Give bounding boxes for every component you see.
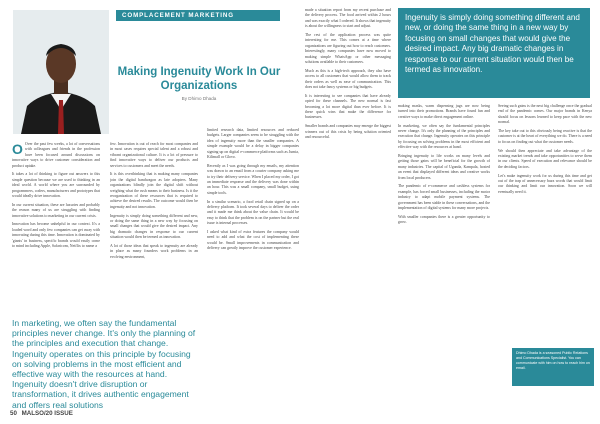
paragraph: Innovation has become unhelpful in our context. It's a loaded word and only few companies can get away with innovating during this time. Innovation is dominated by 'giants' in business, specific brands would easily come to mind including Apple, Safaricom, Netflix to name a <box>12 222 100 249</box>
paragraph: A lot of those ideas that speak to ingenuity are already in place as many founders work problems in an evolving environment, <box>110 244 198 259</box>
paragraph: few. Innovation is out of reach for most companies and in most cases requires special talent and a robust and vibrant organizational culture. It is a lot of pressure to find innovative ways to deliver our products and services to customers and meet the needs. <box>110 142 198 168</box>
highlight-callout: Ingenuity is simply doing something different and new, or doing the same thing in a new way by focusing on small changes that would give the desired impact. Any big dramatic changes in response to our current situation would then be termed as innovation. <box>398 8 590 98</box>
page-footer <box>10 410 73 417</box>
column-6 <box>498 104 592 342</box>
paragraph: Much as this is a high-tech approach, they also have access to all customers that would allow them to track their orders as well as ease of communication. This does not take fancy systems or big budgets. <box>305 68 391 90</box>
paragraph: It takes a lot of thinking to figure out answers to this simple question because we are used to thinking in an ideal world. A world where you are surrounded by programmers, coders, manufacturers and prototypes that would ideally drive innovation. <box>12 172 100 199</box>
paragraph: The rest of the application process was quite interesting for me. This comes at a time where organizations are figuring out how to reach customers. Interestingly, many companies have now moved to making simple WhatsApp or other messaging solutions available to their customers. <box>305 33 391 65</box>
paragraph: The key take out to this obviously being reactive is that the customer is at the heart of everything we do. There is a need to focus on finding out what the customer needs. <box>498 129 592 144</box>
column-5 <box>398 104 490 404</box>
paragraph: I asked what kind of extra features the company would need to add and what the cost of implementing these would be. Small improvements in communication and delivery can greatly improve the customer experience. <box>207 230 299 251</box>
paragraph: It is this overthinking that is making many companies join the digital bandwagon as late adopters. Many organizations blindly join the digital shift without weighing what the rush means to their business. Is it the reorganization of these resources that is required to achieve the desired results. The outcome would then be ingenuity and not innovation. <box>110 172 198 209</box>
column-1 <box>12 142 100 312</box>
paragraph: The pandemic of e-commerce and cashless systems for example, has forced small businesses, including the motor industry to adapt mobile payment systems. The government has been stable in these conversations, and the implementation of digital systems for many more projects. <box>398 184 490 211</box>
paragraph: Smaller brands and companies may emerge the biggest winners out of this crisis by being solution oriented and resourceful. <box>305 124 391 140</box>
paragraph: With smaller companies there is a greater opportunity to grow. <box>398 214 490 225</box>
paragraph: making masks, warm dispensing jugs are now being turned into their promotions. Brands have found fun and creative ways to make direct engagement online. <box>398 104 490 119</box>
author-bio: Dhimo Dhada is a seasoned Public Relations and Communications Specialist. You can communicate with him on how to reach him on email. <box>512 348 594 386</box>
paragraph: Over the past few weeks, a lot of conversations with colleagues and friends in the profession have been focused around discussions on innovative ways to drive customer consideration and product uptake. <box>12 142 100 168</box>
paragraph: limited research data, limited resources and reduced budgets. Larger companies seem to be struggling with the idea of ingenuity more than the smaller companies. A simple example would be a delay in bigger companies signing up on digital e-commerce platforms such as Jumia, Kilimall or Glovo. <box>207 128 299 160</box>
paragraph: It is interesting to see companies that have already opted for these channels. The new normal is fast becoming a lot more digital than ever before. It is these quick wins that make the difference for businesses. <box>305 93 391 120</box>
paragraph: Bringing ingenuity to life works on many levels and getting those gains will be beneficial for the growth of many industries. The capital of Uganda, Kampala, hosted an event that displayed different ideas and creative works from local producers. <box>398 154 490 180</box>
column-2 <box>110 142 198 312</box>
article-title: Making Ingenuity Work In Our Organizations <box>117 66 281 92</box>
paragraph: In a similar scenario, a food retail chain signed up on a delivery platform. It took several days to deliver the order and it made me think about the value chain. It would be easy to think that the problem is on the partner but the real issue is internal processes. <box>207 199 299 226</box>
column-4 <box>305 8 391 404</box>
author-photo <box>13 10 109 134</box>
issue-label: MALSO/20 ISSUE <box>21 410 73 417</box>
section-banner: COMPLACEMENT MARKETING <box>116 10 280 21</box>
paragraph: Let's make ingenuity work for us during this time and get out of the trap of unnecessary buzz words that would limit our thinking and limit our innovation. Soon we will eventually need it. <box>498 173 592 194</box>
paragraph: Seeing such gains is the next big challenge once the gradual end of the pandemic comes. Our major brands in Kenya should focus on lessons learned to keep pace with the new normal. <box>498 104 592 125</box>
pull-quote: In marketing, we often say the fundamental principles never change. It's only the planning of the principles and execution that change. Ingenuity operates on this principle by focusing on solving problems in the most efficient and effective way with the resources at hand. Ingenuity doesn't drive disruption or transformation, it drives authentic engagement and offers real solutions <box>12 318 196 410</box>
paragraph: Recently as I was going through my emails, my attention was drawn to an email from a courier company asking me to try their delivery service. When I placed my order, I got an immediate response and the delivery was done within an hour. This was a small company, small budget, using simple tools. <box>207 163 299 195</box>
drop-cap: O <box>12 142 23 157</box>
paragraph: In our current situation, these are luxuries and probably the reason many of us are struggling with finding innovative solutions to marketing in our current crisis. <box>12 202 100 218</box>
portrait-illustration <box>13 10 109 134</box>
column-3 <box>207 128 299 404</box>
paragraph: made a situation report from my recent purchase and the delivery process. The food arrived within 2 hours and was exactly what I ordered. It shows that ingenuity is about the willingness to start and adjust. <box>305 8 391 29</box>
author-byline: By Dhimo Dhada <box>181 96 217 101</box>
paragraph: We should then appreciate and take advantage of the existing market trends and take opportunities to serve them in our clients. Speed of execution and relevance should be the deciding factors. <box>498 148 592 169</box>
paragraph: In marketing, we often say the fundamental principles never change. It's only the planning of the principles and execution that change. Ingenuity operates on this principle by focusing on solving problems in the most efficient and effective way with the resources at hand. <box>398 123 490 150</box>
page-number: 50 <box>10 410 17 417</box>
paragraph: Ingenuity is simply doing something different and new, or doing the same thing in a new way by focusing on small changes that would give the desired impact. Any big dramatic changes in response to our current situation would then be termed as innovation. <box>110 213 198 240</box>
